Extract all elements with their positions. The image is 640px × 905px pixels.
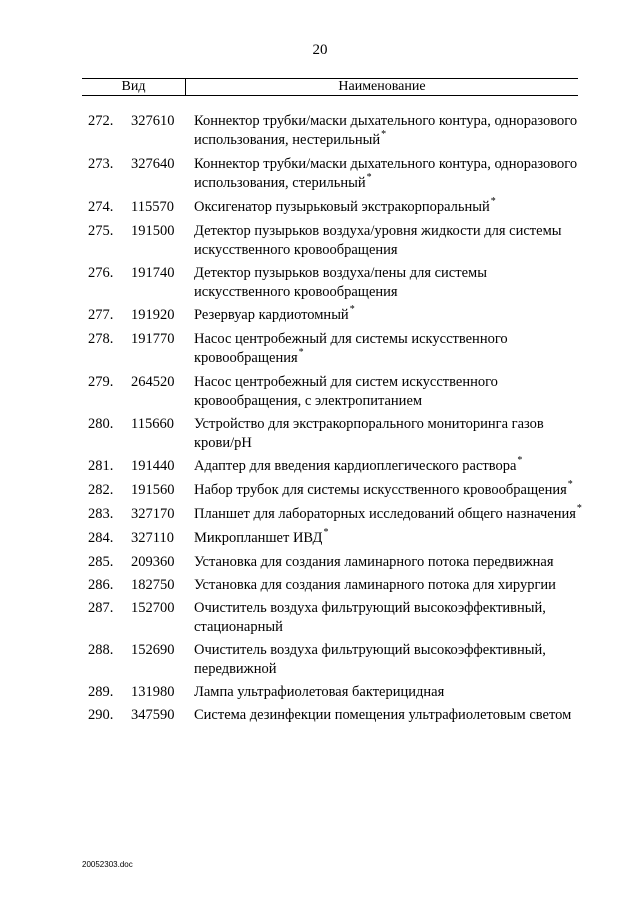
item-name-text: Лампа ультрафиолетовая бактерицидная: [194, 684, 445, 700]
item-number: 279.: [88, 374, 114, 390]
item-name-text: Планшет для лабораторных исследований общего назначения: [194, 506, 576, 522]
item-name-text: Микропланшет ИВД: [194, 530, 323, 546]
footnote-asterisk: *: [517, 455, 523, 466]
item-number: 281.: [88, 458, 114, 474]
list-item: [0, 112, 640, 151]
item-name: [194, 481, 584, 501]
item-name: [194, 505, 584, 525]
item-name: [194, 599, 584, 637]
footnote-asterisk: *: [298, 347, 304, 358]
item-name-text: Коннектор трубки/маски дыхательного контура, одноразового использования, нестерильный: [194, 113, 578, 148]
list-item: [0, 155, 640, 194]
item-code: 209360: [131, 554, 175, 570]
item-name-text: Насос центробежный для системы искусственного кровообращения: [194, 331, 508, 366]
list-item: [0, 553, 640, 572]
item-name: [194, 683, 584, 702]
item-number: 278.: [88, 331, 114, 347]
footnote-asterisk: *: [576, 503, 582, 514]
device-list: [0, 112, 640, 729]
item-number: 283.: [88, 506, 114, 522]
footnote-asterisk: *: [490, 196, 496, 207]
item-code: 327610: [131, 113, 175, 129]
list-item: [0, 222, 640, 260]
item-number: 285.: [88, 554, 114, 570]
item-name: [194, 415, 584, 453]
item-code: 327110: [131, 530, 174, 546]
item-code: 191560: [131, 482, 175, 498]
footnote-asterisk: *: [323, 527, 329, 538]
item-name: [194, 373, 584, 411]
column-header-name: Наименование: [338, 79, 426, 94]
list-item: [0, 330, 640, 369]
item-name: [194, 529, 584, 549]
list-item: [0, 576, 640, 595]
item-code: 191500: [131, 223, 175, 239]
item-name-text: Очиститель воздуха фильтрующий высокоэффективный, стационарный: [194, 600, 546, 635]
list-item: [0, 457, 640, 477]
item-number: 275.: [88, 223, 114, 239]
item-name-text: Установка для создания ламинарного потока передвижная: [194, 554, 554, 570]
footnote-asterisk: *: [349, 304, 355, 315]
footnote-asterisk: *: [381, 129, 387, 140]
item-code: 327170: [131, 506, 175, 522]
item-code: 152690: [131, 642, 175, 658]
item-name-text: Оксигенатор пузырьковый экстракорпоральный: [194, 199, 490, 215]
item-name-text: Резервуар кардиотомный: [194, 307, 349, 323]
table-header: [82, 78, 578, 96]
item-code: 191920: [131, 307, 175, 323]
list-item: [0, 481, 640, 501]
item-name-text: Детектор пузырьков воздуха/уровня жидкости для системы искусственного кровообращения: [194, 223, 562, 258]
item-code: 347590: [131, 707, 175, 723]
item-number: 277.: [88, 307, 114, 323]
item-code: 131980: [131, 684, 175, 700]
item-code: 191770: [131, 331, 175, 347]
item-code: 191440: [131, 458, 175, 474]
item-name: [194, 576, 584, 595]
item-number: 280.: [88, 416, 114, 432]
item-code: 152700: [131, 600, 175, 616]
item-code: 115570: [131, 199, 174, 215]
list-item: [0, 415, 640, 453]
item-number: 289.: [88, 684, 114, 700]
list-item: [0, 529, 640, 549]
item-number: 284.: [88, 530, 114, 546]
footnote-asterisk: *: [567, 479, 573, 490]
list-item: [0, 505, 640, 525]
page-number: 20: [312, 42, 328, 58]
list-item: [0, 198, 640, 218]
item-name-text: Детектор пузырьков воздуха/пены для системы искусственного кровообращения: [194, 265, 487, 300]
item-name-text: Насос центробежный для систем искусственного кровообращения, с электропитанием: [194, 374, 498, 409]
footnote-asterisk: *: [366, 172, 372, 183]
list-item: [0, 706, 640, 725]
item-code: 327640: [131, 156, 175, 172]
list-item: [0, 373, 640, 411]
item-number: 273.: [88, 156, 114, 172]
list-item: [0, 264, 640, 302]
item-name: [194, 706, 584, 725]
footer-filename: 20052303.doc: [82, 860, 133, 869]
item-number: 286.: [88, 577, 114, 593]
item-name: [194, 222, 584, 260]
item-name: [194, 457, 584, 477]
item-code: 191740: [131, 265, 175, 281]
item-name: [194, 306, 584, 326]
item-number: 290.: [88, 707, 114, 723]
item-name: [194, 198, 584, 218]
item-number: 282.: [88, 482, 114, 498]
item-name-text: Установка для создания ламинарного потока для хирургии: [194, 577, 556, 593]
item-number: 276.: [88, 265, 114, 281]
column-header-vid: Вид: [121, 79, 146, 94]
item-number: 274.: [88, 199, 114, 215]
item-name: [194, 330, 584, 369]
item-name: [194, 553, 584, 572]
item-name-text: Очиститель воздуха фильтрующий высокоэффективный, передвижной: [194, 642, 546, 677]
item-code: 115660: [131, 416, 174, 432]
item-number: 287.: [88, 600, 114, 616]
item-name-text: Коннектор трубки/маски дыхательного контура, одноразового использования, стерильный: [194, 156, 578, 191]
item-name: [194, 112, 584, 151]
item-code: 182750: [131, 577, 175, 593]
item-name-text: Адаптер для введения кардиоплегического раствора: [194, 458, 517, 474]
item-name-text: Система дезинфекции помещения ультрафиолетовым светом: [194, 707, 572, 723]
list-item: [0, 599, 640, 637]
item-name-text: Набор трубок для системы искусственного кровообращения: [194, 482, 567, 498]
list-item: [0, 306, 640, 326]
item-code: 264520: [131, 374, 175, 390]
item-name: [194, 264, 584, 302]
header-bottom-rule: [82, 95, 578, 96]
item-number: 272.: [88, 113, 114, 129]
item-name: [194, 155, 584, 194]
item-name-text: Устройство для экстракорпорального мониторинга газов крови/pH: [194, 416, 544, 451]
list-item: [0, 683, 640, 702]
list-item: [0, 641, 640, 679]
item-name: [194, 641, 584, 679]
item-number: 288.: [88, 642, 114, 658]
